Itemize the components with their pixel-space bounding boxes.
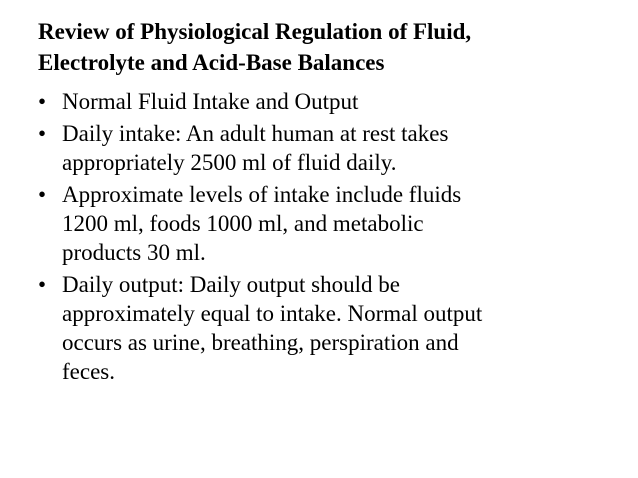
slide-title [38, 16, 618, 78]
bullet-text-line: feces. [62, 359, 115, 384]
bullet-text-line: appropriately 2500 ml of fluid daily. [62, 150, 397, 175]
bullet-text-line: Approximate levels of intake include fluids [62, 182, 462, 207]
bullet-list [38, 87, 618, 389]
bullet-text-line: Normal Fluid Intake and Output [62, 89, 359, 114]
bullet-icon: • [38, 272, 47, 297]
bullet-item-daily-output [38, 270, 618, 386]
bullet-icon: • [38, 89, 47, 114]
bullet-icon: • [38, 182, 47, 207]
bullet-text-line: Daily intake: An adult human at rest takes [62, 121, 449, 146]
title-line-1: Review of Physiological Regulation of Fluid, [38, 19, 472, 44]
bullet-text-line: Daily output: Daily output should be [62, 272, 400, 297]
bullet-item-intake-levels [38, 180, 618, 267]
title-line-2: Electrolyte and Acid-Base Balances [38, 50, 385, 75]
bullet-text-line: approximately equal to intake. Normal output [62, 301, 483, 326]
bullet-item-fluid-intake-output [38, 87, 618, 116]
bullet-text-line: products 30 ml. [62, 240, 206, 265]
bullet-text-line: 1200 ml, foods 1000 ml, and metabolic [62, 211, 424, 236]
bullet-icon: • [38, 121, 47, 146]
bullet-item-daily-intake [38, 119, 618, 177]
bullet-text-line: occurs as urine, breathing, perspiration and [62, 330, 459, 355]
